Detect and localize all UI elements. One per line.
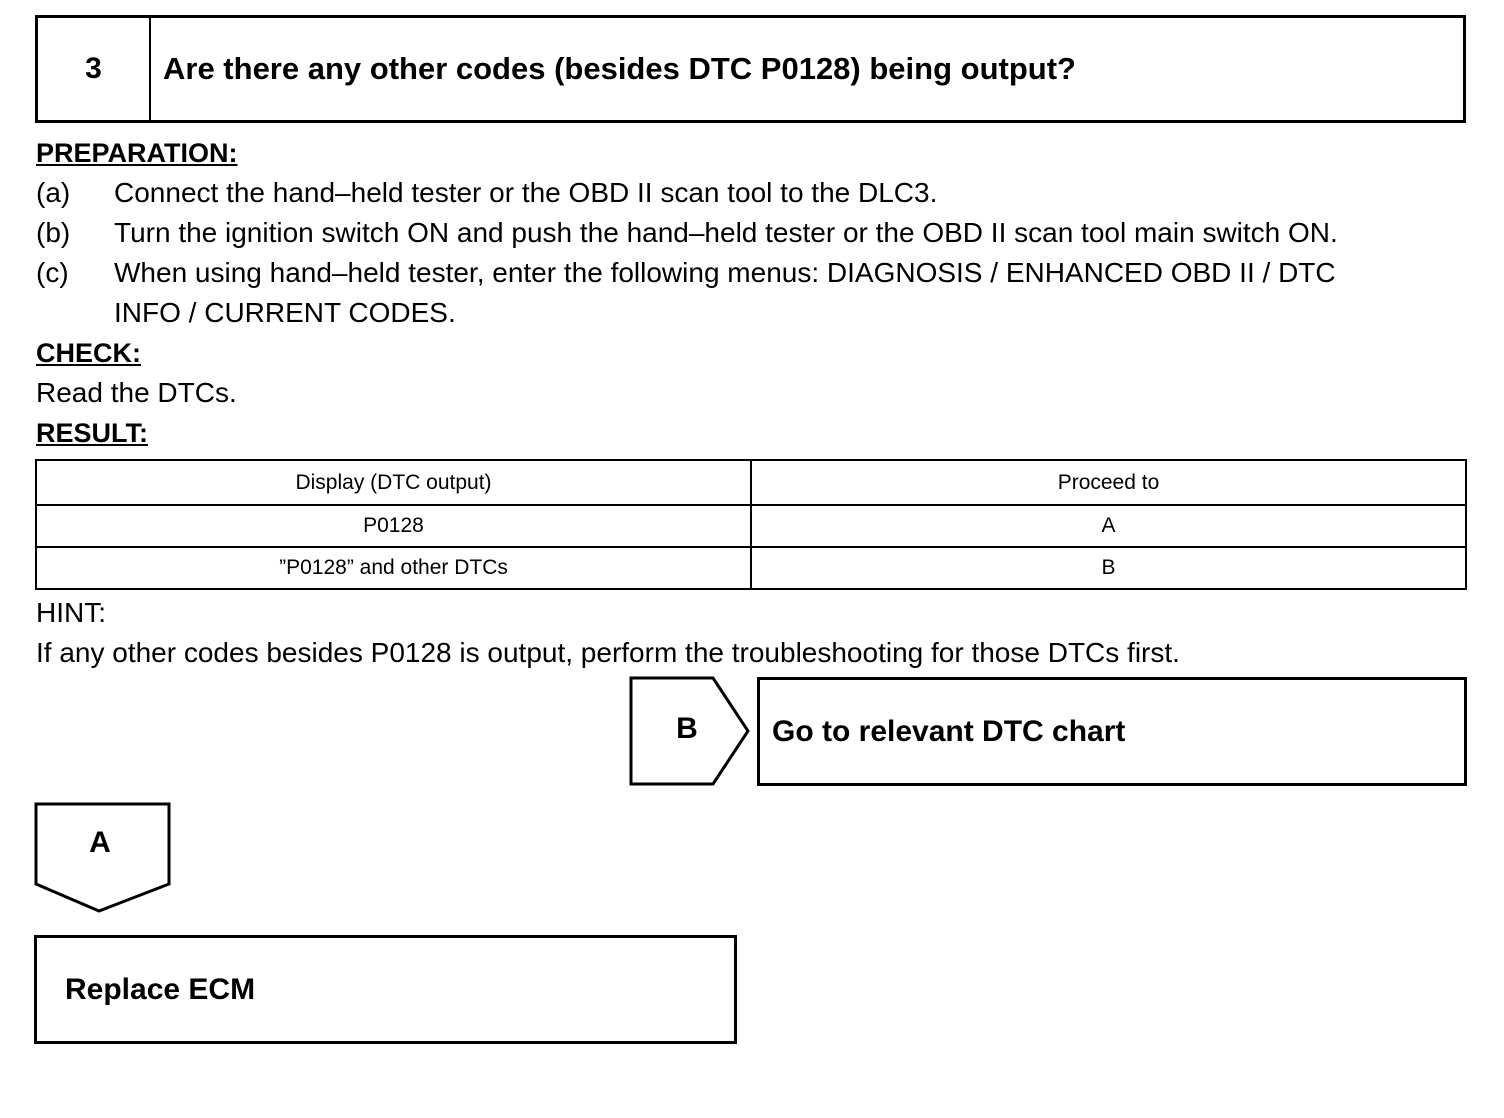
table-cell: B — [751, 547, 1466, 589]
branch-a-label: A — [89, 826, 111, 859]
result-heading: RESULT: — [36, 418, 148, 448]
column-header: Display (DTC output) — [36, 460, 751, 505]
step-header — [35, 15, 1466, 123]
item-label: (b) — [36, 217, 71, 248]
preparation-heading: PREPARATION: — [36, 138, 238, 168]
table-header-row — [36, 460, 1466, 505]
item-text: Turn the ignition switch ON and push the hand–held tester or the OBD II scan tool main switch ON. — [114, 217, 1338, 248]
item-text: Connect the hand–held tester or the OBD II scan tool to the DLC3. — [114, 177, 938, 208]
check-text: Read the DTCs. — [36, 377, 237, 408]
branch-a-destination — [34, 935, 737, 1044]
item-label: (c) — [36, 257, 69, 288]
branch-a-destination-text: Replace ECM — [65, 972, 256, 1006]
hint-label: HINT: — [36, 597, 106, 628]
item-text: When using hand–held tester, enter the following menus: DIAGNOSIS / ENHANCED OBD II / DTC — [114, 257, 1336, 288]
step-title: Are there any other codes (besides DTC P0128) being output? — [163, 51, 1076, 86]
preparation-item-c — [36, 253, 1468, 293]
preparation-item-b — [36, 213, 1338, 253]
preparation-item-c-continued: INFO / CURRENT CODES. — [114, 297, 456, 328]
branch-b-label: B — [676, 712, 698, 745]
table-cell: ”P0128” and other DTCs — [36, 547, 751, 589]
table-cell: P0128 — [36, 505, 751, 547]
check-heading: CHECK: — [36, 338, 141, 368]
table-row — [36, 505, 1466, 547]
table-row — [36, 547, 1466, 589]
preparation-item-a — [36, 173, 937, 213]
hint-text: If any other codes besides P0128 is output, perform the troubleshooting for those DTCs first. — [36, 637, 1180, 668]
result-table — [35, 459, 1467, 590]
branch-b-destination-text: Go to relevant DTC chart — [772, 714, 1126, 748]
item-label: (a) — [36, 177, 71, 208]
column-header: Proceed to — [751, 460, 1466, 505]
step-number: 3 — [38, 18, 151, 120]
branch-b-destination — [757, 677, 1467, 786]
table-cell: A — [751, 505, 1466, 547]
